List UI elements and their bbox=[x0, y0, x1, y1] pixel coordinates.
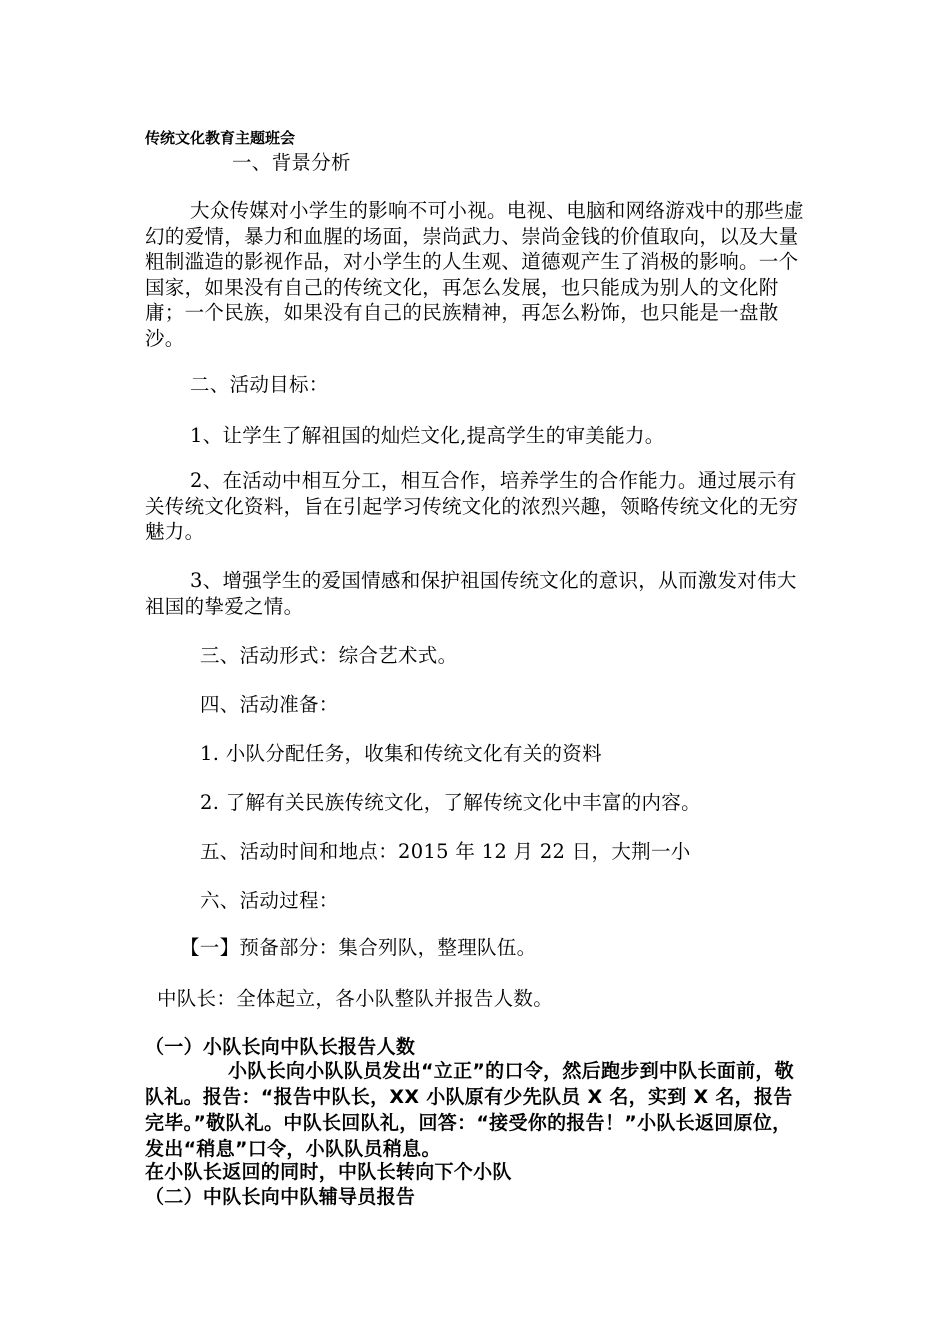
captain-line: 中队长：全体起立，各小队整队并报告人数。 bbox=[157, 987, 554, 1010]
prep-item-1: 1. 小队分配任务，收集和传统文化有关的资料 bbox=[200, 742, 602, 765]
background-paragraph: 大众传媒对小学生的影响不可小视。电视、电脑和网络游戏中的那些虚幻的爱情，暴力和血腥的场面，崇尚武力、崇尚金钱的价值取向，以及大量粗制滥造的影视作品，对小学生的人生观、道德观产生了消极的影响。一个国家，如果没有自己的传统文化，再怎么发展，也只能成为别人的文化附庸；一个民族，如果没有自己的民族精神，再怎么粉饰，也只能是一盘散沙。 bbox=[145, 199, 804, 350]
goal-item-2: 2、在活动中相互分工，相互合作，培养学生的合作能力。通过展示有关传统文化资料，旨在引起学习传统文化的浓烈兴趣，领略传统文化的无穷魅力。 bbox=[145, 469, 799, 543]
subsection-1-tail: 在小队长返回的同时，中队长转向下个小队 bbox=[145, 1161, 512, 1183]
section-heading-background: 一、背景分析 bbox=[232, 151, 351, 174]
section-heading-preparation: 四、活动准备： bbox=[200, 693, 339, 716]
subsection-heading-2: （二）中队长向中队辅导员报告 bbox=[145, 1186, 416, 1208]
subsection-1-body: 小队长向小队队员发出“立正”的口令，然后跑步到中队长面前，敬队礼。报告：“报告中队长，XX 小队原有少先队员 X 名，实到 X 名，报告完毕。”敬队礼。中队长回队礼，回答：“接受你的报告！”小队长返回原位，发出“稍息”口令，小队队员稍息。 bbox=[145, 1060, 794, 1160]
section-time-place: 五、活动时间和地点：2015 年 12 月 22 日，大荆一小 bbox=[200, 840, 691, 863]
section-heading-process: 六、活动过程： bbox=[200, 889, 339, 912]
prep-item-2: 2. 了解有关民族传统文化，了解传统文化中丰富的内容。 bbox=[200, 791, 701, 814]
section-heading-goals: 二、活动目标： bbox=[190, 373, 329, 396]
goal-item-3: 3、增强学生的爱国情感和保护祖国传统文化的意识，从而激发对伟大祖国的挚爱之情。 bbox=[145, 569, 797, 618]
process-step-1: 【一】预备部分：集合列队，整理队伍。 bbox=[180, 936, 537, 959]
subsection-heading-1: （一）小队长向中队长报告人数 bbox=[145, 1036, 416, 1058]
goal-item-1: 1、让学生了解祖国的灿烂文化,提高学生的审美能力。 bbox=[190, 424, 665, 447]
document-title: 传统文化教育主题班会 bbox=[145, 129, 296, 147]
section-activity-form: 三、活动形式：综合艺术式。 bbox=[200, 644, 458, 667]
